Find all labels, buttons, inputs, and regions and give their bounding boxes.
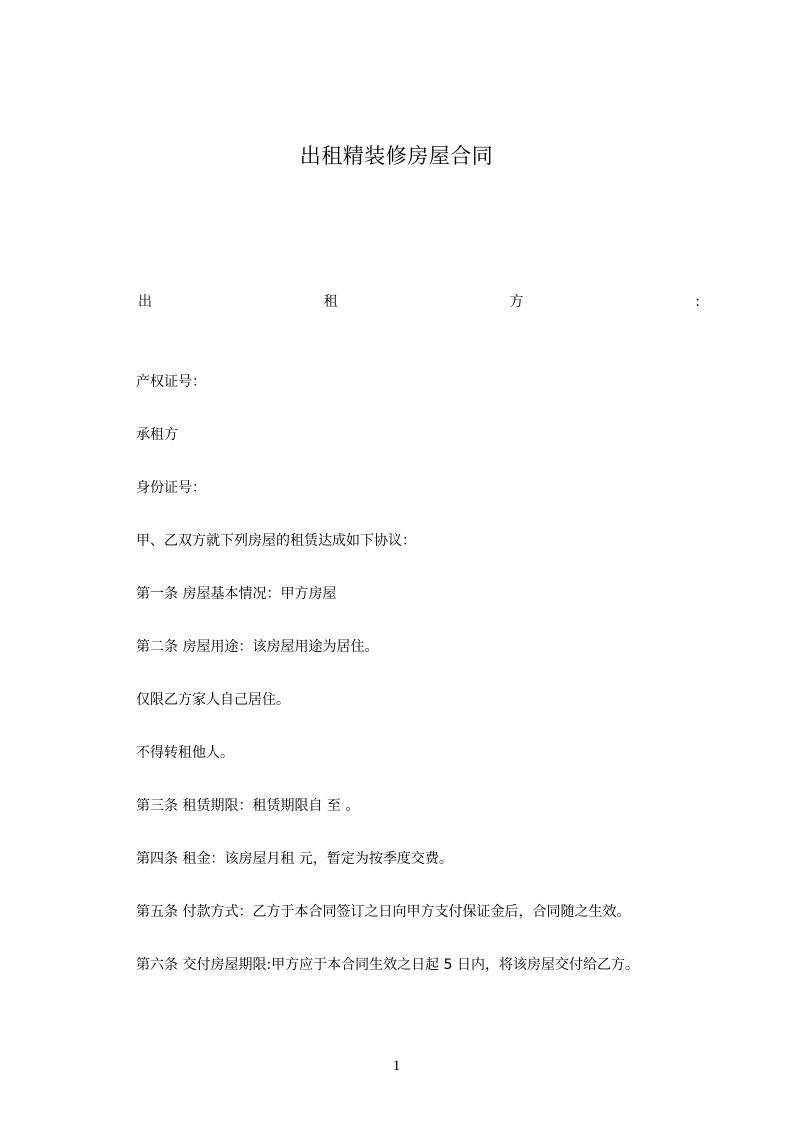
article-1-line: 第一条 房屋基本情况：甲方房屋 (136, 586, 337, 602)
article-6-line: 第六条 交付房屋期限:甲方应于本合同生效之日起 5 日内，将该房屋交付给乙方。 (136, 957, 639, 973)
id-number-line: 身份证号： (136, 480, 206, 496)
article-2-line: 第二条 房屋用途：该房屋用途为居住。 (136, 639, 379, 655)
page-number: 1 (392, 1058, 401, 1074)
property-cert-line: 产权证号： (136, 374, 206, 390)
article-5-line: 第五条 付款方式：乙方于本合同签订之日向甲方支付保证金后，合同随之生效。 (136, 904, 631, 920)
lessor-label (138, 292, 700, 312)
lessor-label-char: 方 (509, 294, 524, 310)
article-4-line: 第四条 租金：该房屋月租 元，暂定为按季度交费。 (136, 851, 453, 867)
document-title: 出租精装修房屋合同 (299, 144, 494, 168)
no-sublet-line: 不得转租他人。 (136, 745, 234, 761)
family-only-line: 仅限乙方家人自己居住。 (136, 692, 290, 708)
lessor-label-char: 出 (138, 294, 152, 310)
lessor-label-colon: : (695, 294, 700, 310)
lessee-line: 承租方 (136, 427, 178, 443)
agreement-intro-line: 甲、乙双方就下列房屋的租赁达成如下协议： (136, 533, 416, 549)
lessor-label-char: 租 (323, 294, 338, 310)
article-3-line: 第三条 租赁期限：租赁期限自 至 。 (136, 798, 360, 814)
